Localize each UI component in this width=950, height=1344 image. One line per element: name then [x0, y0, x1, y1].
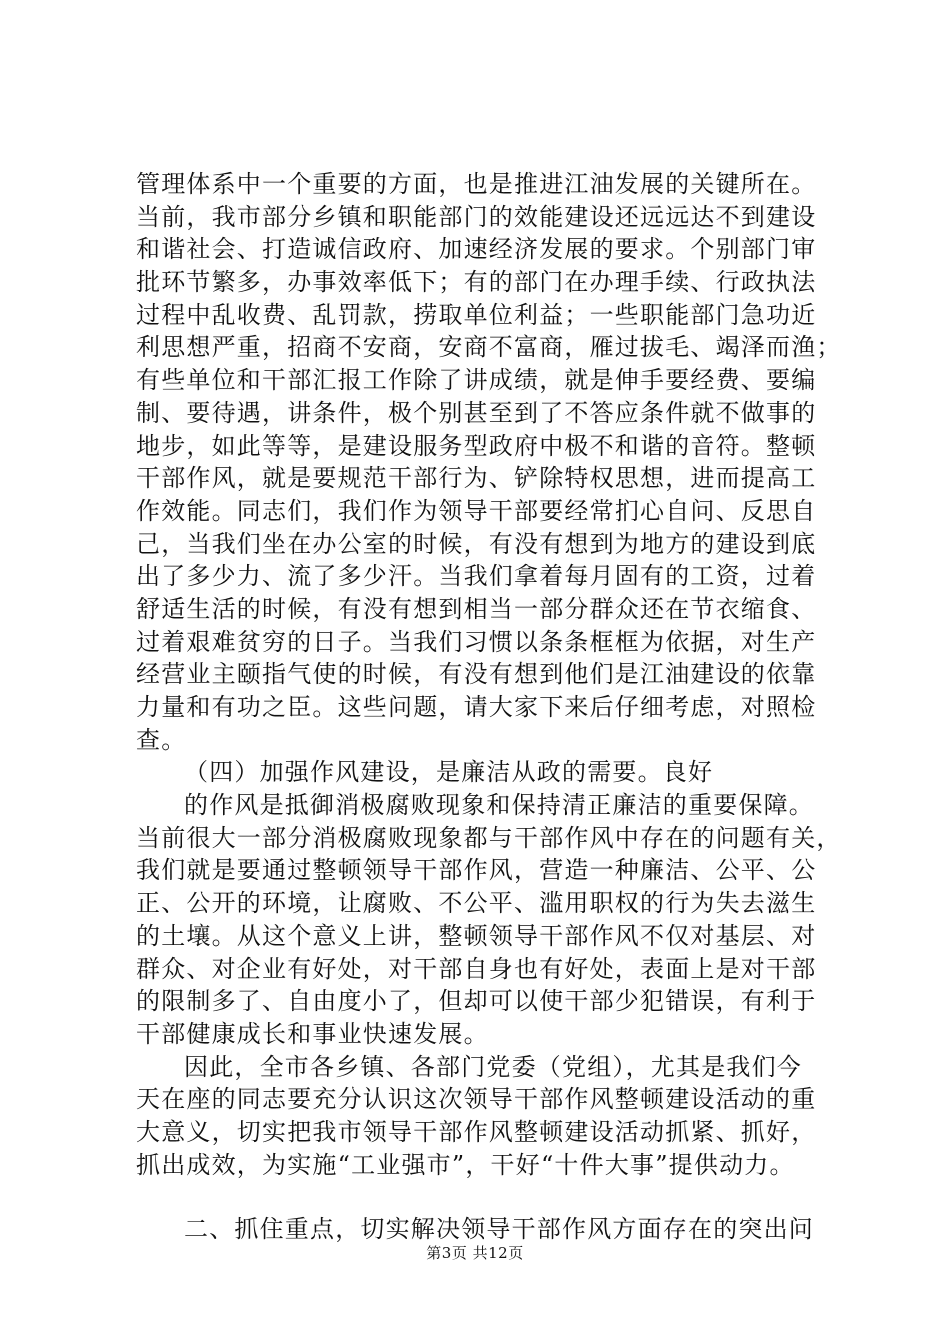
text-line: 和谐社会、打造诚信政府、加速经济发展的要求。个别部门审 [136, 235, 817, 264]
text-line: 制、要待遇，讲条件，极个别甚至到了不答应条件就不做事的 [136, 398, 817, 427]
text-line: 己，当我们坐在办公室的时候，有没有想到为地方的建设到底 [136, 529, 817, 558]
text-line: 天在座的同志要充分认识这次领导干部作风整顿建设活动的重 [136, 1085, 817, 1114]
text-line: 作效能。同志们，我们作为领导干部要经常扪心自问、反思自 [136, 496, 817, 525]
text-line: 干部作风，就是要规范干部行为、铲除特权思想，进而提高工 [136, 464, 817, 493]
text-line: 力量和有功之臣。这些问题，请大家下来后仔细考虑，对照检 [136, 693, 817, 721]
text-line: 群众、对企业有好处，对干部自身也有好处，表面上是对干部 [136, 954, 817, 983]
text-line: 的作风是抵御消极腐败现象和保持清正廉洁的重要保障。 [184, 791, 814, 820]
section-heading-2: 二、抓住重点，切实解决领导干部作风方面存在的突出问 [184, 1215, 814, 1244]
section-heading-4: （四）加强作风建设，是廉洁从政的需要。良好 [184, 758, 714, 787]
text-line: 我们就是要通过整顿领导干部作风，营造一种廉洁、公平、公 [136, 856, 817, 885]
text-line: 过程中乱收费、乱罚款，捞取单位利益；一些职能部门急功近 [136, 300, 817, 329]
text-line: 出了多少力、流了多少汗。当我们拿着每月固有的工资，过着 [136, 562, 817, 591]
text-line: 当前，我市部分乡镇和职能部门的效能建设还远远达不到建设 [136, 202, 817, 231]
text-line: 查。 [136, 725, 187, 754]
text-line: 经营业主颐指气使的时候，有没有想到他们是江油建设的依靠 [136, 660, 817, 689]
text-line: 抓出成效，为实施“工业强市”，干好“十件大事”提供动力。 [136, 1150, 795, 1179]
text-line: 过着艰难贫穷的日子。当我们习惯以条条框框为依据，对生产 [136, 627, 817, 656]
text-line: 大意义，切实把我市领导干部作风整顿建设活动抓紧、抓好， [136, 1117, 817, 1146]
text-line: 因此，全市各乡镇、各部门党委（党组），尤其是我们今 [184, 1052, 802, 1081]
text-line: 利思想严重，招商不安商，安商不富商，雁过拔毛、竭泽而渔； [136, 333, 842, 362]
text-line: 正、公开的环境，让腐败、不公平、滥用职权的行为失去滋生 [136, 889, 817, 918]
text-line: 有些单位和干部汇报工作除了讲成绩，就是伸手要经费、要编 [136, 366, 817, 395]
document-body [136, 168, 846, 1246]
text-line: 干部健康成长和事业快速发展。 [136, 1019, 489, 1048]
text-line: 批环节繁多，办事效率低下；有的部门在办理手续、行政执法 [136, 268, 817, 297]
text-line: 当前很大一部分消极腐败现象都与干部作风中存在的问题有关， [136, 823, 842, 852]
text-line: 管理体系中一个重要的方面，也是推进江油发展的关键所在。 [136, 170, 817, 198]
text-line: 的限制多了、自由度小了，但却可以使干部少犯错误，有利于 [136, 987, 817, 1016]
text-line: 地步，如此等等，是建设服务型政府中极不和谐的音符。整顿 [136, 431, 817, 460]
page-number-footer: 第3页 共12页 [426, 1244, 524, 1262]
text-line: 舒适生活的时候，有没有想到相当一部分群众还在节衣缩食、 [136, 594, 817, 623]
text-line: 的土壤。从这个意义上讲，整顿领导干部作风不仅对基层、对 [136, 921, 817, 950]
